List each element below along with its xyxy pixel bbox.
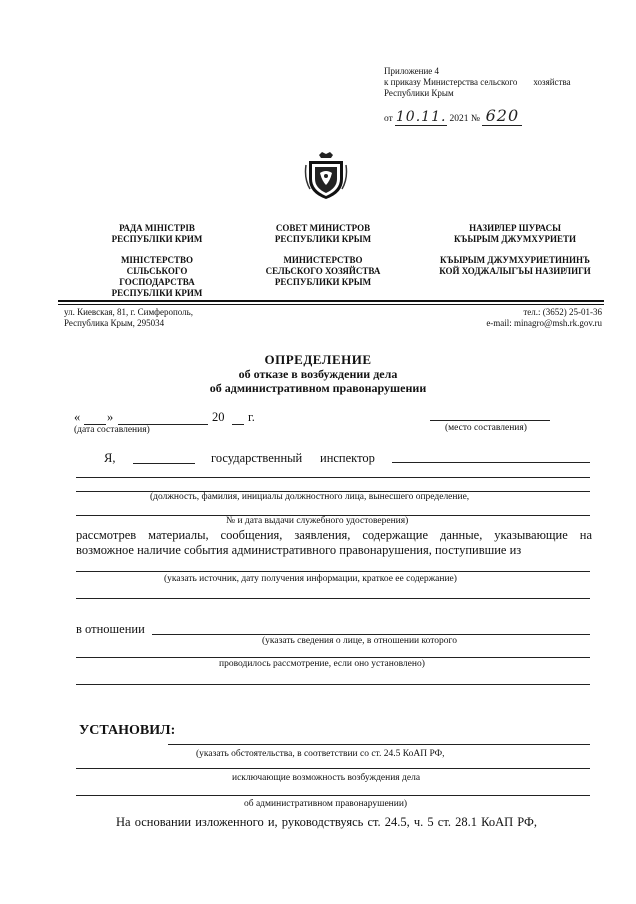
closing-line: На основании изложенного и, руководствуясь ст. 24.5, ч. 5 ст. 28.1 КоАП РФ,: [116, 815, 538, 829]
address-region: Республика Крым, 295034: [64, 318, 165, 328]
uk-line-6: РЕСПУБЛІКИ КРИМ: [111, 288, 203, 298]
uk-line-4: СІЛЬСЬКОГО: [126, 266, 188, 276]
crh-line-2: КЪЫРЫМ ДЖУМХУРИЕТИ: [453, 234, 576, 244]
year-suffix: г.: [248, 410, 255, 424]
place-label: (место составления): [445, 423, 527, 433]
order-date-row: [384, 106, 564, 126]
title-sub-2: об административном правонарушении: [209, 381, 427, 395]
document-title: [100, 353, 536, 395]
source-line-2[interactable]: [76, 598, 590, 599]
appendix-line-1: Приложение 4: [384, 66, 440, 76]
established-heading: УСТАНОВИЛ:: [79, 723, 176, 738]
established-line-1[interactable]: [168, 744, 590, 745]
otnoshenii-text: в отношении: [76, 622, 145, 636]
title-main: ОПРЕДЕЛЕНИЕ: [264, 352, 372, 367]
crh-line-3: КЪЫРЫМ ДЖУМХУРИЕТИНИНЪ: [440, 255, 590, 265]
inspector-text: инспектор: [320, 451, 375, 465]
contact-email: e-mail: minagro@msh.rk.gov.ru: [486, 318, 602, 328]
body-paragraph-line-2: возможное наличие события административного правонарушения, поступившие из: [76, 543, 522, 557]
person-line-1[interactable]: [152, 634, 590, 635]
hint-exclusion: исключающие возможность возбуждения дела: [232, 773, 421, 783]
address-street: ул. Киевская, 81, г. Симферополь,: [64, 307, 194, 317]
crimea-coat-of-arms-icon: [304, 151, 348, 201]
uk-line-5: ГОСПОДАРСТВА: [119, 277, 195, 287]
ya-text: Я,: [104, 451, 116, 465]
date-close-quote: »: [107, 410, 114, 424]
hint-official: (должность, фамилия, инициалы должностного лица, вынесшего определение,: [150, 492, 470, 502]
order-number-handwritten: 620: [482, 106, 522, 126]
gos-text: государственный: [211, 451, 303, 465]
official-line-1[interactable]: [76, 477, 590, 478]
header-column-uk: [82, 223, 232, 299]
header-column-ru: [248, 223, 398, 288]
ru-line-4: СЕЛЬСКОГО ХОЗЯЙСТВА: [265, 266, 381, 276]
appendix-line-3: Республики Крым: [384, 88, 454, 98]
person-line-3[interactable]: [76, 684, 590, 685]
ru-line-5: РЕСПУБЛИКИ КРЫМ: [274, 277, 372, 287]
hint-source: (указать источник, дату получения информации, краткое ее содержание): [164, 574, 457, 584]
hint-circumstances: (указать обстоятельства, в соответствии со ст. 24.5 КоАП РФ,: [196, 749, 445, 759]
date-open-quote: «: [74, 410, 81, 424]
established-line-3[interactable]: [76, 795, 590, 796]
order-date-prefix: от: [384, 114, 393, 124]
uk-line-1: РАДА МІНІСТРІВ: [119, 223, 195, 233]
body-paragraph-line-1: рассмотрев материалы, сообщения, заявления, содержащие данные, указывающие на: [76, 528, 592, 542]
header-rule-thick: [58, 300, 604, 302]
ru-line-1: СОВЕТ МИНИСТРОВ: [275, 223, 371, 233]
year-blank[interactable]: [232, 424, 244, 425]
ru-line-3: МИНИСТЕРСТВО: [283, 255, 363, 265]
established-line-2[interactable]: [76, 768, 590, 769]
crh-line-1: НАЗИРЛЕР ШУРАСЫ: [469, 223, 561, 233]
order-date-handwritten: 10.11.: [395, 109, 447, 125]
place-blank[interactable]: [430, 420, 550, 421]
year-prefix: 20: [212, 410, 225, 424]
inspector-blank-1[interactable]: [133, 463, 195, 464]
hint-offense: об административном правонарушении): [244, 799, 408, 809]
source-line-1[interactable]: [76, 571, 590, 572]
address-left: [64, 307, 193, 329]
appendix-block: [384, 66, 614, 99]
uk-line-2: РЕСПУБЛІКИ КРИМ: [111, 234, 203, 244]
crh-line-4: КОЙ ХОДЖАЛЫГЪЫ НАЗИРЛИГИ: [439, 266, 591, 276]
address-right: [486, 307, 602, 329]
hint-certificate: № и дата выдачи служебного удостоверения): [226, 516, 409, 526]
contact-phone: тел.: (3652) 25-01-36: [523, 307, 602, 317]
hint-person-2: проводилось рассмотрение, если оно установлено): [219, 659, 425, 669]
header-rule-thin: [58, 304, 604, 305]
person-line-2[interactable]: [76, 657, 590, 658]
ru-line-2: РЕСПУБЛИКИ КРЫМ: [274, 234, 372, 244]
appendix-line-2: к приказу Министерства сельского хозяйства: [384, 77, 571, 87]
date-label: (дата составления): [74, 425, 150, 435]
uk-line-3: МІНІСТЕРСТВО: [120, 255, 194, 265]
hint-person: (указать сведения о лице, в отношении которого: [262, 636, 457, 646]
inspector-blank-2[interactable]: [392, 462, 590, 463]
title-sub-1: об отказе в возбуждении дела: [238, 367, 398, 381]
order-year-text: 2021 №: [449, 114, 480, 124]
header-column-crh: [420, 223, 610, 277]
